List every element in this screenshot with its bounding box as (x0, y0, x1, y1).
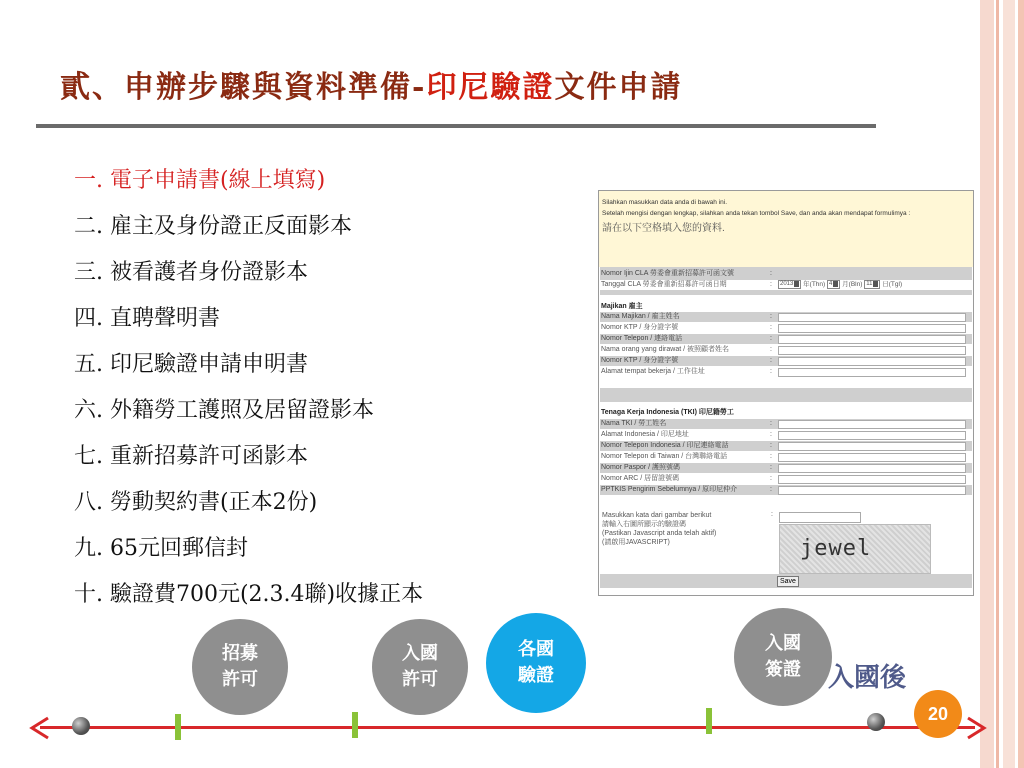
online-form-screenshot (598, 190, 974, 596)
date-selector (778, 280, 902, 290)
form-footer (600, 574, 972, 588)
captcha-input[interactable] (779, 512, 861, 523)
list-item-5: 五. 印尼驗證申請申明書 (74, 352, 308, 377)
day-value: 11 (866, 281, 873, 287)
field-tki (600, 474, 972, 484)
step-entry-visa (734, 608, 832, 706)
text-input[interactable] (778, 453, 966, 462)
captcha-word: jewel (800, 536, 872, 561)
page-number-badge: 20 (914, 690, 962, 738)
month-select[interactable] (827, 280, 840, 289)
form-header (599, 191, 973, 267)
step-entry-permit (372, 619, 468, 715)
field-colon: : (770, 281, 772, 288)
list-item-7: 七. 重新招募許可函影本 (74, 444, 308, 469)
text-input[interactable] (778, 442, 966, 451)
text-input[interactable] (778, 313, 966, 322)
title-divider (36, 124, 876, 128)
captcha-label-line: 請輸入右圖所顯示的驗證碼 (602, 521, 686, 528)
field-colon: : (770, 453, 772, 460)
field-label: Nomor Telepon Indonesia / 印尼連絡電話 (601, 442, 729, 449)
field-label: Nomor KTP / 身分證字號 (601, 324, 679, 331)
field-majikan (600, 356, 972, 366)
slide-title (60, 62, 682, 106)
field-label: Nama TKI / 勞工姓名 (601, 420, 667, 427)
text-input[interactable] (778, 420, 966, 429)
list-item-3: 三. 被看護者身份證影本 (74, 260, 308, 285)
arrow-left-icon (28, 716, 52, 740)
field-label: Nama Majikan / 雇主姓名 (601, 313, 680, 320)
list-item-9: 九. 65元回郵信封 (74, 536, 248, 561)
list-item-2: 二. 雇主及身份證正反面影本 (74, 214, 352, 239)
captcha-section (600, 511, 972, 576)
chevron-down-icon (794, 281, 799, 287)
field-label: PPTKIS Pengirim Sebelumnya / 原印尼仲介 (601, 486, 738, 493)
field-majikan (600, 323, 972, 333)
text-input[interactable] (778, 335, 966, 344)
field-tki (600, 463, 972, 473)
field-colon: : (770, 464, 772, 471)
field-tanggal (600, 280, 972, 290)
section-tki: Tenaga Kerja Indonesia (TKI) 印尼籍勞工 (600, 408, 972, 418)
field-colon: : (770, 313, 772, 320)
timeline-endpoint-icon (72, 717, 90, 735)
title-highlight: 印尼驗證 (426, 70, 555, 105)
year-select[interactable] (778, 280, 801, 289)
captcha-label-line: (請啟用JAVASCRIPT) (602, 539, 670, 546)
field-tki (600, 485, 972, 495)
list-item-10: 十. 驗證費700元(2.3.4聯)收據正本 (74, 582, 424, 607)
field-label: Nomor ARC / 居留證號碼 (601, 475, 680, 482)
step-label: 各國 驗證 (518, 639, 554, 686)
title-suffix: 文件申請 (554, 70, 683, 105)
step-label: 招募 許可 (222, 643, 258, 690)
field-colon: : (770, 486, 772, 493)
list-item-1: 一. 電子申請書(線上填寫) (74, 168, 326, 193)
form-intro-1: Silahkan masukkan data anda di bawah ini. (602, 199, 728, 206)
step-label: 入國 許可 (402, 643, 438, 690)
field-nomor-ijin (600, 269, 972, 279)
field-colon: : (770, 346, 772, 353)
captcha-label-line: (Pastikan Javascript anda telah aktif) (602, 530, 717, 537)
field-colon: : (771, 511, 773, 518)
field-majikan (600, 334, 972, 344)
field-tki (600, 441, 972, 451)
list-item-6: 六. 外籍勞工護照及居留證影本 (74, 398, 374, 423)
decorative-stripe (1018, 0, 1024, 768)
list-item-8: 八. 勞動契約書(正本2份) (74, 490, 318, 515)
field-majikan (600, 367, 972, 377)
captcha-label (602, 511, 716, 547)
document-list (74, 158, 423, 618)
field-label: Alamat tempat bekerja / 工作住址 (601, 368, 705, 375)
form-intro-2: Setelah mengisi dengan lengkap, silahkan anda tekan tombol Save, dan anda akan mendapat formulimya : (602, 210, 911, 217)
timeline-tick (706, 708, 712, 734)
form-intro-3: 請在以下空格填入您的資料. (602, 223, 725, 234)
decorative-stripe (1003, 0, 1015, 768)
day-label: 日(Tgl) (882, 281, 903, 288)
field-colon: : (770, 335, 772, 342)
decorative-stripe (980, 0, 994, 768)
text-input[interactable] (778, 368, 966, 377)
timeline-tick (175, 714, 181, 740)
field-colon: : (770, 324, 772, 331)
field-label: Nama orang yang dirawat / 被照顧者姓名 (601, 346, 729, 353)
chevron-down-icon (873, 281, 878, 287)
form-band (600, 388, 972, 402)
field-majikan (600, 312, 972, 322)
text-input[interactable] (778, 346, 966, 355)
timeline-tick (352, 712, 358, 738)
captcha-label-line: Masukkan kata dari gambar berikut (602, 512, 712, 519)
field-label: Nomor KTP / 身分證字號 (601, 357, 679, 364)
day-select[interactable] (864, 280, 880, 289)
text-input[interactable] (778, 475, 966, 484)
chevron-down-icon (833, 281, 838, 287)
field-colon: : (770, 442, 772, 449)
field-colon: : (770, 357, 772, 364)
after-entry-label: 入國後 (828, 663, 907, 693)
text-input[interactable] (778, 324, 966, 333)
field-label: Nomor Telepon / 連絡電話 (601, 335, 683, 342)
field-label: Nomor Telepon di Taiwan / 台灣聯絡電話 (601, 453, 728, 460)
year-value: 2013 (780, 281, 794, 287)
field-tki (600, 430, 972, 440)
field-label: Tanggal CLA 勞委會重新招募許可函日期 (601, 281, 727, 288)
timeline-endpoint-icon (867, 713, 885, 731)
captcha-image (779, 524, 931, 574)
text-input[interactable] (778, 486, 966, 495)
save-button[interactable]: Save (777, 576, 799, 587)
field-tki (600, 452, 972, 462)
section-majikan: Majikan 雇主 (600, 302, 972, 312)
field-label: Alamat Indonesia / 印尼地址 (601, 431, 689, 438)
field-colon: : (770, 420, 772, 427)
field-label: Nomor Paspor / 護照號碼 (601, 464, 680, 471)
field-majikan (600, 345, 972, 355)
list-item-4: 四. 直聘聲明書 (74, 306, 220, 331)
field-colon: : (770, 368, 772, 375)
field-colon: : (770, 475, 772, 482)
text-input[interactable] (778, 464, 966, 473)
title-main: 貳、申辦步驟與資料準備- (60, 70, 427, 105)
field-label: Nomor Ijin CLA 勞委會重新招募許可函文號 (601, 270, 735, 277)
field-tki (600, 419, 972, 429)
month-value: 4 (829, 281, 833, 287)
year-label: 年(Thn) (803, 281, 826, 288)
field-colon: : (770, 270, 772, 277)
text-input[interactable] (778, 357, 966, 366)
text-input[interactable] (778, 431, 966, 440)
step-country-verification (486, 613, 586, 713)
arrow-right-icon (964, 716, 988, 740)
field-colon: : (770, 431, 772, 438)
step-label: 入國 簽證 (765, 633, 801, 680)
step-recruit-permit (192, 619, 288, 715)
decorative-stripe (996, 0, 999, 768)
month-label: 月(Bln) (842, 281, 863, 288)
